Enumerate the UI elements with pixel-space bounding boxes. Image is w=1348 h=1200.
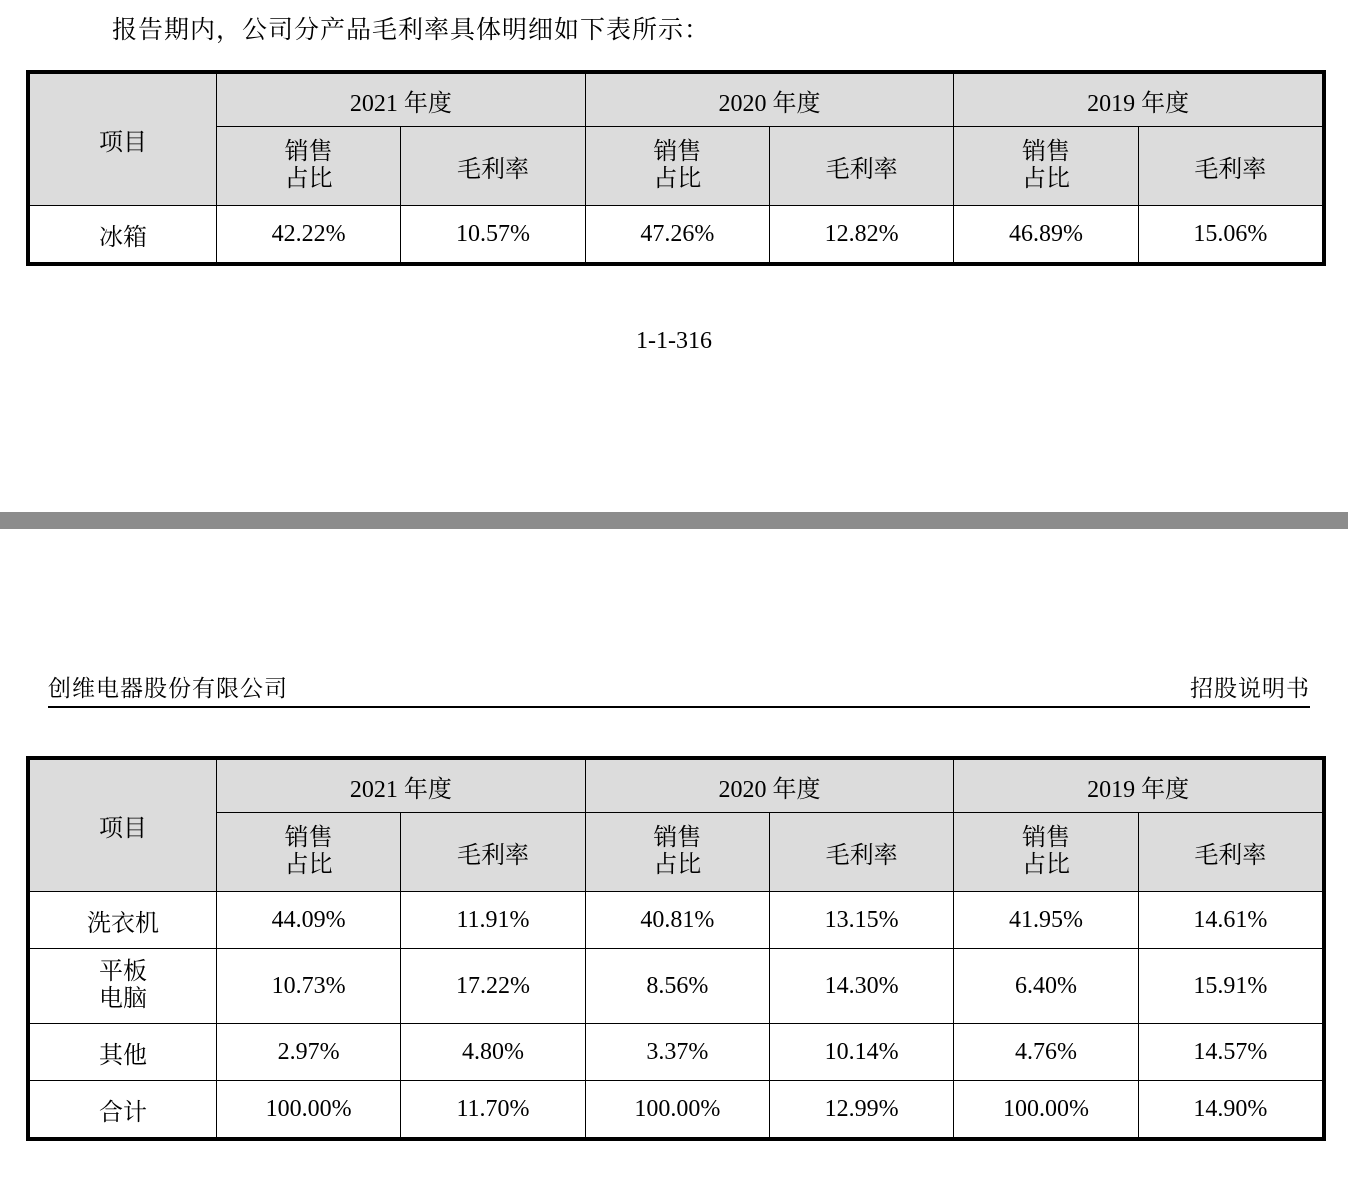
header-gross-margin-2019: 毛利率 <box>1138 813 1322 892</box>
header-sales-share-2020 <box>585 127 769 206</box>
cell-value: 15.91% <box>1138 949 1322 1024</box>
gross-margin-table-top <box>29 73 1323 263</box>
header-year-2019: 2019 年度 <box>954 760 1323 813</box>
table-row <box>30 949 1323 1024</box>
header-gross-margin-2021: 毛利率 <box>401 127 585 206</box>
running-header-company: 创维电器股份有限公司 <box>48 676 288 701</box>
header-gross-margin-2021: 毛利率 <box>401 813 585 892</box>
row-label-line2: 电脑 <box>99 986 147 1012</box>
cell-value: 13.15% <box>769 892 953 949</box>
row-label: 洗衣机 <box>30 892 217 949</box>
header-sales-share-2021 <box>217 813 401 892</box>
cell-value: 100.00% <box>217 1081 401 1138</box>
header-sales-share-2020 <box>585 813 769 892</box>
cell-value: 41.95% <box>954 892 1138 949</box>
row-label <box>30 949 217 1024</box>
header-gross-margin-2020: 毛利率 <box>769 127 953 206</box>
cell-value: 3.37% <box>585 1024 769 1081</box>
cell-value: 2.97% <box>217 1024 401 1081</box>
cell-value: 6.40% <box>954 949 1138 1024</box>
table-row-total <box>30 1081 1323 1138</box>
page-break-separator <box>0 512 1348 529</box>
table-header-row-sub <box>30 813 1323 892</box>
cell-value: 46.89% <box>954 206 1138 263</box>
table-row <box>30 206 1323 263</box>
row-label: 其他 <box>30 1024 217 1081</box>
running-header-rule <box>48 706 1310 708</box>
cell-value: 10.73% <box>217 949 401 1024</box>
cell-value: 10.57% <box>401 206 585 263</box>
header-year-2021: 2021 年度 <box>217 74 586 127</box>
cell-value: 14.57% <box>1138 1024 1322 1081</box>
header-sales-share-line2: 占比 <box>284 166 333 192</box>
header-year-2020: 2020 年度 <box>585 74 954 127</box>
row-label-line1: 平板 <box>99 959 147 986</box>
cell-value: 40.81% <box>585 892 769 949</box>
header-sales-share-line1: 销售 <box>1021 139 1070 166</box>
header-gross-margin-2019: 毛利率 <box>1138 127 1322 206</box>
header-sales-share-line1: 销售 <box>653 825 702 852</box>
cell-value: 17.22% <box>401 949 585 1024</box>
header-sales-share-2019 <box>954 127 1138 206</box>
table-row <box>30 892 1323 949</box>
table-header-row-sub <box>30 127 1323 206</box>
cell-value: 100.00% <box>954 1081 1138 1138</box>
header-year-2020: 2020 年度 <box>585 760 954 813</box>
table-header-row-year <box>30 760 1323 813</box>
cell-value: 11.70% <box>401 1081 585 1138</box>
page-number: 1-1-316 <box>636 328 712 354</box>
header-item: 项目 <box>30 760 217 892</box>
header-sales-share-line2: 占比 <box>1021 166 1070 192</box>
cell-value: 100.00% <box>585 1081 769 1138</box>
cell-value: 14.90% <box>1138 1081 1322 1138</box>
header-gross-margin-2020: 毛利率 <box>769 813 953 892</box>
cell-value: 44.09% <box>217 892 401 949</box>
cell-value: 8.56% <box>585 949 769 1024</box>
header-sales-share-line1: 销售 <box>284 825 333 852</box>
running-header-doctype: 招股说明书 <box>1190 676 1310 701</box>
table-row <box>30 1024 1323 1081</box>
row-label: 冰箱 <box>30 206 217 263</box>
table-header-row-year <box>30 74 1323 127</box>
header-item: 项目 <box>30 74 217 206</box>
cell-value: 10.14% <box>769 1024 953 1081</box>
header-sales-share-line2: 占比 <box>653 166 702 192</box>
cell-value: 42.22% <box>217 206 401 263</box>
cell-value: 4.76% <box>954 1024 1138 1081</box>
cell-value: 14.61% <box>1138 892 1322 949</box>
header-year-2021: 2021 年度 <box>217 760 586 813</box>
gross-margin-table-bottom-frame <box>26 756 1326 1141</box>
cell-value: 12.99% <box>769 1081 953 1138</box>
cell-value: 11.91% <box>401 892 585 949</box>
gross-margin-table-bottom <box>29 759 1323 1138</box>
cell-value: 4.80% <box>401 1024 585 1081</box>
header-sales-share-line1: 销售 <box>653 139 702 166</box>
header-sales-share-2021 <box>217 127 401 206</box>
header-sales-share-line2: 占比 <box>1021 852 1070 878</box>
header-sales-share-2019 <box>954 813 1138 892</box>
cell-value: 47.26% <box>585 206 769 263</box>
gross-margin-table-top-frame <box>26 70 1326 266</box>
intro-paragraph: 报告期内，公司分产品毛利率具体明细如下表所示： <box>112 17 711 44</box>
row-label: 合计 <box>30 1081 217 1138</box>
header-sales-share-line2: 占比 <box>284 852 333 878</box>
header-year-2019: 2019 年度 <box>954 74 1323 127</box>
header-sales-share-line2: 占比 <box>653 852 702 878</box>
header-sales-share-line1: 销售 <box>284 139 333 166</box>
cell-value: 14.30% <box>769 949 953 1024</box>
cell-value: 12.82% <box>769 206 953 263</box>
cell-value: 15.06% <box>1138 206 1322 263</box>
header-sales-share-line1: 销售 <box>1021 825 1070 852</box>
